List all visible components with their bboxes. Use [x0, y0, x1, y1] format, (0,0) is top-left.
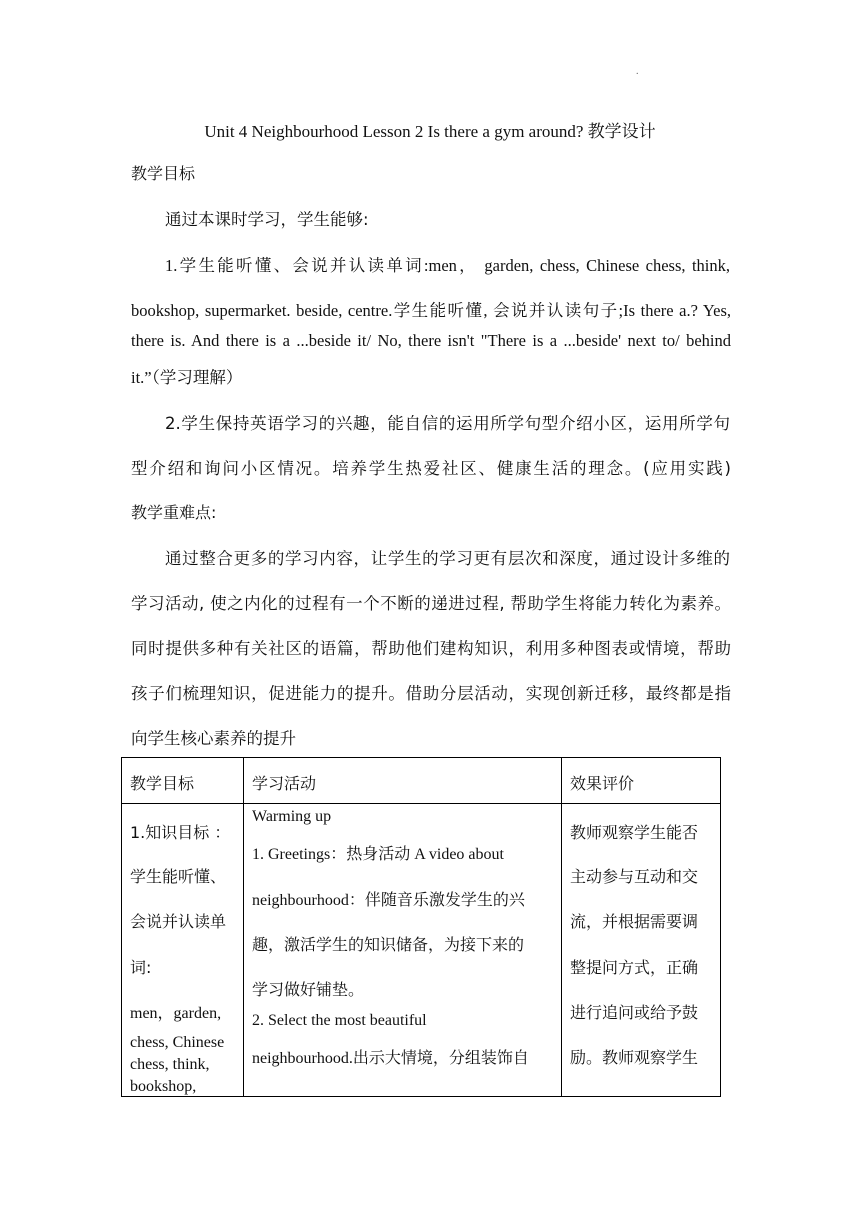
key-points-line-4: 孩子们梳理知识，促进能力的提升。借助分层活动，实现创新迁移，最终都是指 — [131, 684, 731, 703]
key-points-line-1: 通过整合更多的学习内容，让学生的学习更有层次和深度，通过设计多维的 — [165, 549, 730, 568]
cell-line: 流，并根据需要调 — [570, 912, 699, 931]
table-header-row — [122, 758, 721, 804]
header-evaluation: 效果评价 — [570, 774, 635, 793]
cell-line: 趣，激活学生的知识储备，为接下来的 — [252, 935, 525, 954]
objective-2-line-2: 型介绍和询问小区情况。培养学生热爱社区、健康生活的理念。(应用实践) — [131, 459, 731, 478]
cell-line: 1. Greetings：热身活动 A video about — [252, 846, 504, 863]
key-points-line-5: 向学生核心素养的提升 — [131, 729, 296, 748]
table-row — [122, 804, 721, 1097]
key-points-line-2: 学习活动, 使之内化的过程有一个不断的递进过程, 帮助学生将能力转化为素养。 — [131, 594, 731, 613]
cell-line: 词: — [130, 958, 152, 977]
evaluation-cell — [562, 804, 721, 1097]
cell-line: chess, think, — [130, 1056, 210, 1073]
objectives-intro: 通过本课时学习，学生能够: — [165, 210, 369, 229]
cell-line: 教师观察学生能否 — [570, 823, 699, 842]
cell-line: 1.知识目标 ： — [130, 823, 231, 842]
header-activities: 学习活动 — [252, 774, 317, 793]
cell-line: 主动参与互动和交 — [570, 867, 699, 886]
document-title: Unit 4 Neighbourhood Lesson 2 Is there a gym around? 教学设计 — [204, 122, 656, 141]
cell-line: 励。教师观察学生 — [570, 1048, 699, 1067]
cell-line: 进行追问或给予鼓 — [570, 1003, 699, 1022]
table-header-cell — [244, 758, 562, 804]
cell-line: bookshop, — [130, 1078, 197, 1095]
table-header-cell — [562, 758, 721, 804]
key-points-line-3: 同时提供多种有关社区的语篇，帮助他们建构知识，利用多种图表或情境，帮助 — [131, 639, 731, 658]
page-mark: . — [636, 66, 639, 77]
objective-2-line-1: 2.学生保持英语学习的兴趣，能自信的运用所学句型介绍小区，运用所学句 — [165, 414, 730, 433]
cell-line: neighbourhood：伴随音乐激发学生的兴 — [252, 892, 525, 909]
key-points-heading: 教学重难点: — [131, 503, 217, 522]
objectives-heading: 教学目标 — [131, 164, 196, 183]
header-objectives: 教学目标 — [130, 774, 195, 793]
cell-line: 2. Select the most beautiful — [252, 1012, 427, 1029]
objective-1-line-2: bookshop, supermarket. beside, centre.学生能听懂, 会说并认读句子;Is there a.? Yes, — [131, 301, 731, 320]
objectives-cell — [122, 804, 244, 1097]
cell-line: 会说并认读单 — [130, 912, 227, 931]
cell-line: men，garden, — [130, 1005, 222, 1022]
objective-1-line-1: 1.学生能听懂、会说并认读单词:men， garden, chess, Chinese chess, think, — [165, 256, 730, 275]
objective-1-line-3: there is. And there is a ...beside it/ No, there isn't "There is a ...beside' next to/ behind — [131, 331, 731, 350]
cell-line: chess, Chinese — [130, 1034, 225, 1051]
cell-line: neighbourhood.出示大情境，分组装饰自 — [252, 1050, 529, 1067]
objective-1-line-4: it.”（学习理解） — [131, 368, 243, 387]
activities-cell — [244, 804, 562, 1097]
lesson-plan-table — [121, 757, 721, 1097]
cell-line: 整提问方式，正确 — [570, 958, 699, 977]
table-header-cell — [122, 758, 244, 804]
cell-line: 学生能听懂、 — [130, 867, 227, 886]
cell-line: Warming up — [252, 808, 332, 825]
cell-line: 学习做好铺垫。 — [252, 980, 365, 999]
